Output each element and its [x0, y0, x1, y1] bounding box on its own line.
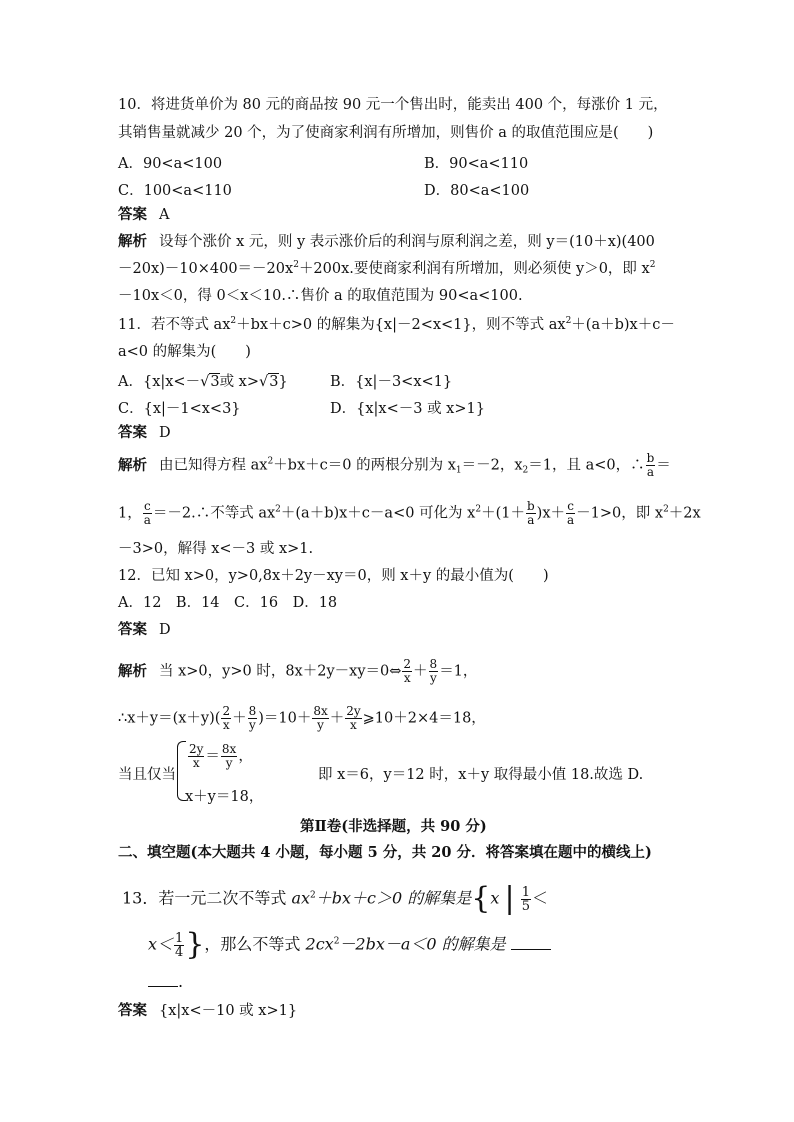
solution-label: 解析 — [118, 662, 147, 680]
q10-solution-line2: $-20x)-10\times 400=-20x^2+200x$.要使商家利润有所增加，则必须使 y＞0，即 $x^2$ — [118, 260, 656, 277]
q11-option-c: C．{x|－1<x<3} — [118, 401, 241, 417]
answer-value: D — [159, 425, 171, 441]
q11-option-a: A．{x|x<－√3或 x>√3} — [118, 374, 288, 390]
fraction-8-over-y: $\frac{8}{y}$ — [429, 657, 438, 685]
q10-option-b: B．90<a<110 — [424, 156, 529, 172]
q11-solution-line3: －3>0，解得 x<－3 或 x>1. — [118, 541, 314, 557]
section-heading: 第Ⅱ卷(非选择题，共 90 分) — [300, 818, 487, 835]
q10-solution-line3: －10x＜0，得 0＜x＜10.∴售价 a 的取值范围为 90<a<100. — [118, 288, 523, 304]
solution-label: 解析 — [118, 233, 147, 250]
q10-line2: 其销售量就减少 20 个，为了使商家利润有所增加，则售价 a 的取值范围应是( ) — [118, 125, 654, 141]
fraction-2-over-x: $\frac{2}{x}$ — [222, 704, 231, 732]
sqrt-symbol: √ — [259, 374, 269, 390]
fraction-2y-over-x: $\frac{2y}{x}$ — [346, 704, 361, 732]
answer-label: 答案 — [118, 424, 147, 441]
q11-solution-line2: 1， $\frac{c}{a}$ ＝－2.∴不等式 $ax^2+(a+b)x+c-a<0$ 可化为 $x^2+(1+$ $\frac{b}{a}$ )x＋ $\frac{c}{a}$ －1>0，即 $x^2+2x$ — [118, 499, 701, 527]
system-eq2: x＋y＝18， — [185, 789, 264, 805]
answer-label: 答案 — [118, 621, 147, 638]
part-heading: 二、填空题(本大题共 4 小题，每小题 5 分，共 20 分．将答案填在题中的横线上) — [118, 844, 652, 861]
q11-line1: 11．若不等式 $ax^2+bx+c>0$ 的解集为{x|－2<x<1}，则不等式 $ax^2+(a+b)x+c-$ — [118, 316, 675, 333]
answer-blank — [148, 986, 178, 987]
fraction-8x-over-y: $\frac{8x}{y}$ — [313, 704, 328, 732]
q13-line1: 13．若一元二次不等式 $ax^2+bx+c>0$ 的解集是{x | $\frac{1}{5}$ ＜ — [122, 881, 548, 916]
q11-solution-line1: 解析 由已知得方程 $ax^2+bx+c=0$ 的两根分别为 $x_1=-2$，$x_2=1$，且 a<0，∴ $\frac{b}{a}$ ＝ — [118, 451, 671, 479]
q11-line2: a<0 的解集为( ) — [118, 344, 251, 360]
q10-option-d: D．80<a<100 — [424, 183, 530, 199]
fraction-1-over-5: $\frac{1}{5}$ — [521, 884, 530, 914]
q10-solution-line1 — [118, 233, 655, 251]
q12-solution-line2: ∴x＋y＝(x＋y)( $\frac{2}{x}$ ＋ $\frac{8}{y}$ )＝10＋ $\frac{8x}{y}$ ＋ $\frac{2y}{x}$ ⩾10＋2×4＝18， — [118, 704, 486, 732]
fraction-2-over-x: $\frac{2}{x}$ — [403, 657, 412, 685]
fraction-c-over-a: $\frac{c}{a}$ — [143, 499, 151, 527]
q12-options: A．12 B．14 C．16 D．18 — [118, 595, 338, 611]
q10-option-a: A．90<a<100 — [118, 156, 223, 172]
system-eq1: $\frac{2y}{x}$ ＝ $\frac{8x}{y}$ ， — [189, 742, 253, 770]
fraction-b-over-a: $\frac{b}{a}$ — [526, 499, 535, 527]
q13-line3: . — [148, 973, 183, 991]
sqrt-symbol: √ — [200, 374, 210, 390]
fraction-c-over-a: $\frac{c}{a}$ — [567, 499, 575, 527]
solution-text: 设每个涨价 x 元，则 y 表示涨价后的利润与原利润之差，则 y＝(10＋x)(400 — [159, 234, 655, 250]
q12-solution-conclusion: 即 x＝6，y＝12 时，x＋y 取得最小值 18.故选 D. — [318, 767, 644, 783]
q10-option-c: C．100<a<110 — [118, 183, 232, 199]
q10-answer — [118, 206, 169, 224]
answer-label: 答案 — [118, 1002, 147, 1019]
fraction-1-over-4: $\frac{1}{4}$ — [175, 930, 184, 960]
q12-solution-line3: 当且仅当 — [118, 767, 176, 783]
q11-answer — [118, 424, 171, 442]
q12-answer — [118, 621, 171, 639]
solution-label: 解析 — [118, 456, 147, 474]
answer-value: {x|x<－10 或 x>1} — [159, 1003, 298, 1019]
answer-value: D — [159, 622, 171, 638]
q11-option-d: D．{x|x<－3 或 x>1} — [330, 401, 485, 417]
fraction-b-over-a: $\frac{b}{a}$ — [646, 451, 655, 479]
q13-line2: x＜ $\frac{1}{4}$ }，那么不等式 $2cx^2-2bx-a<0$ 的解集是 — [148, 930, 551, 960]
answer-value: A — [159, 207, 170, 223]
q12-solution-line1: 解析 当 x>0，y>0 时，8x＋2y－xy＝0⇔ $\frac{2}{x}$ ＋ $\frac{8}{y}$ ＝1， — [118, 657, 478, 685]
q12-line1: 12．已知 x>0，y>0,8x＋2y－xy＝0，则 x＋y 的最小值为( ) — [118, 568, 549, 584]
q10-line1: 10．将进货单价为 80 元的商品按 90 元一个售出时，能卖出 400 个，每涨价 1 元， — [118, 97, 668, 113]
answer-label: 答案 — [118, 206, 147, 223]
fraction-8-over-y: $\frac{8}{y}$ — [248, 704, 257, 732]
answer-blank — [511, 949, 551, 950]
q11-option-b: B．{x|－3<x<1} — [330, 374, 453, 390]
q13-answer — [118, 1002, 297, 1020]
